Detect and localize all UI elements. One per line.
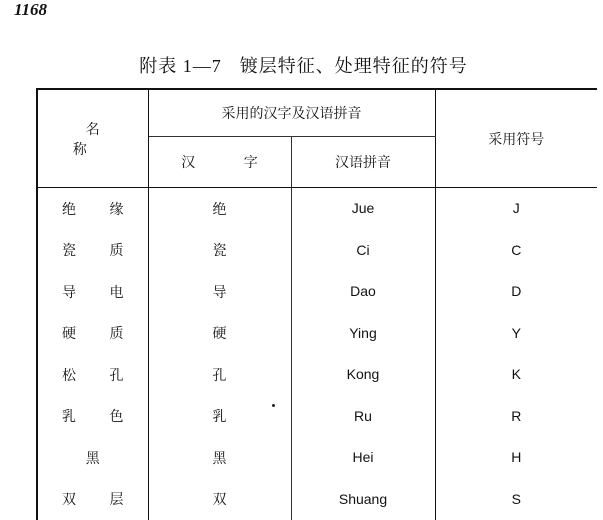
header-pinyin: 汉语拼音 bbox=[291, 137, 435, 188]
cell-hanzi bbox=[148, 271, 291, 313]
header-name bbox=[37, 89, 148, 188]
cell-hanzi-text: 乳 bbox=[213, 409, 227, 425]
name-char: 层 bbox=[110, 489, 124, 509]
name-chars bbox=[38, 199, 148, 219]
header-group: 采用的汉字及汉语拼音 bbox=[148, 89, 435, 137]
table-row bbox=[37, 396, 597, 438]
header-name-label: 名 称 bbox=[60, 122, 126, 158]
cell-hanzi bbox=[148, 354, 291, 396]
table-caption bbox=[0, 52, 603, 78]
cell-hanzi bbox=[148, 479, 291, 520]
cell-pinyin-text: Ying bbox=[349, 325, 377, 341]
cell-pinyin bbox=[291, 230, 435, 272]
cell-pinyin-text: Dao bbox=[350, 283, 376, 299]
cell-hanzi bbox=[148, 437, 291, 479]
cell-hanzi bbox=[148, 313, 291, 355]
cell-hanzi bbox=[148, 188, 291, 230]
cell-symbol bbox=[435, 354, 597, 396]
name-char: 瓷 bbox=[62, 240, 76, 260]
cell-pinyin bbox=[291, 188, 435, 230]
print-speck bbox=[272, 404, 275, 407]
table-caption-number: 附表 1—7 bbox=[139, 56, 222, 76]
cell-symbol bbox=[435, 396, 597, 438]
name-char: 松 bbox=[62, 365, 76, 385]
cell-pinyin bbox=[291, 354, 435, 396]
name-chars bbox=[38, 323, 148, 343]
cell-hanzi-text: 绝 bbox=[213, 202, 227, 218]
header-symbol: 采用符号 bbox=[435, 89, 597, 188]
name-char: 质 bbox=[110, 240, 124, 260]
page-number: 1168 bbox=[14, 0, 47, 20]
name-char: 黑 bbox=[86, 451, 100, 467]
cell-name bbox=[37, 271, 148, 313]
cell-hanzi bbox=[148, 396, 291, 438]
cell-pinyin-text: Hei bbox=[352, 449, 373, 465]
table-body bbox=[37, 188, 597, 520]
name-char: 双 bbox=[62, 489, 76, 509]
name-char: 质 bbox=[110, 323, 124, 343]
cell-hanzi-text: 黑 bbox=[213, 451, 227, 467]
cell-symbol bbox=[435, 479, 597, 520]
name-char: 导 bbox=[62, 282, 76, 302]
cell-hanzi-text: 双 bbox=[213, 492, 227, 508]
cell-hanzi-text: 瓷 bbox=[213, 243, 227, 259]
cell-symbol-text: J bbox=[513, 200, 520, 216]
cell-symbol-text: S bbox=[512, 491, 521, 507]
cell-pinyin bbox=[291, 313, 435, 355]
name-chars bbox=[38, 448, 148, 468]
cell-pinyin-text: Jue bbox=[352, 200, 375, 216]
table-row bbox=[37, 188, 597, 230]
name-char: 硬 bbox=[62, 323, 76, 343]
cell-symbol-text: Y bbox=[512, 325, 521, 341]
cell-symbol-text: R bbox=[511, 408, 521, 424]
name-chars bbox=[38, 489, 148, 509]
name-char: 绝 bbox=[62, 199, 76, 219]
table-row bbox=[37, 313, 597, 355]
cell-name bbox=[37, 396, 148, 438]
cell-symbol bbox=[435, 437, 597, 479]
table-row bbox=[37, 230, 597, 272]
table-row bbox=[37, 354, 597, 396]
table-row bbox=[37, 479, 597, 520]
table-caption-text: 镀层特征、处理特征的符号 bbox=[240, 56, 468, 77]
cell-name bbox=[37, 437, 148, 479]
name-chars bbox=[38, 282, 148, 302]
cell-symbol bbox=[435, 313, 597, 355]
name-char: 缘 bbox=[110, 199, 124, 219]
cell-symbol-text: H bbox=[511, 449, 521, 465]
cell-pinyin bbox=[291, 479, 435, 520]
name-char: 孔 bbox=[110, 365, 124, 385]
cell-pinyin-text: Ci bbox=[356, 242, 369, 258]
cell-hanzi-text: 导 bbox=[213, 285, 227, 301]
table-row bbox=[37, 271, 597, 313]
cell-symbol-text: K bbox=[512, 366, 521, 382]
cell-symbol-text: C bbox=[511, 242, 521, 258]
name-char: 乳 bbox=[62, 406, 76, 426]
cell-name bbox=[37, 313, 148, 355]
cell-pinyin bbox=[291, 271, 435, 313]
cell-pinyin-text: Ru bbox=[354, 408, 372, 424]
cell-name bbox=[37, 188, 148, 230]
cell-pinyin-text: Shuang bbox=[339, 491, 387, 507]
cell-symbol bbox=[435, 271, 597, 313]
cell-hanzi bbox=[148, 230, 291, 272]
symbols-table bbox=[36, 88, 597, 520]
name-chars bbox=[38, 406, 148, 426]
cell-name bbox=[37, 479, 148, 520]
name-char: 色 bbox=[110, 406, 124, 426]
table-row bbox=[37, 437, 597, 479]
cell-symbol bbox=[435, 188, 597, 230]
cell-hanzi-text: 硬 bbox=[213, 326, 227, 342]
header-hanzi-label: 汉 字 bbox=[159, 155, 279, 171]
name-char: 电 bbox=[110, 282, 124, 302]
name-chars bbox=[38, 240, 148, 260]
cell-pinyin-text: Kong bbox=[347, 366, 380, 382]
cell-name bbox=[37, 230, 148, 272]
header-hanzi bbox=[148, 137, 291, 188]
cell-pinyin bbox=[291, 396, 435, 438]
cell-symbol-text: D bbox=[511, 283, 521, 299]
cell-pinyin bbox=[291, 437, 435, 479]
cell-name bbox=[37, 354, 148, 396]
name-chars bbox=[38, 365, 148, 385]
cell-hanzi-text: 孔 bbox=[213, 368, 227, 384]
cell-symbol bbox=[435, 230, 597, 272]
